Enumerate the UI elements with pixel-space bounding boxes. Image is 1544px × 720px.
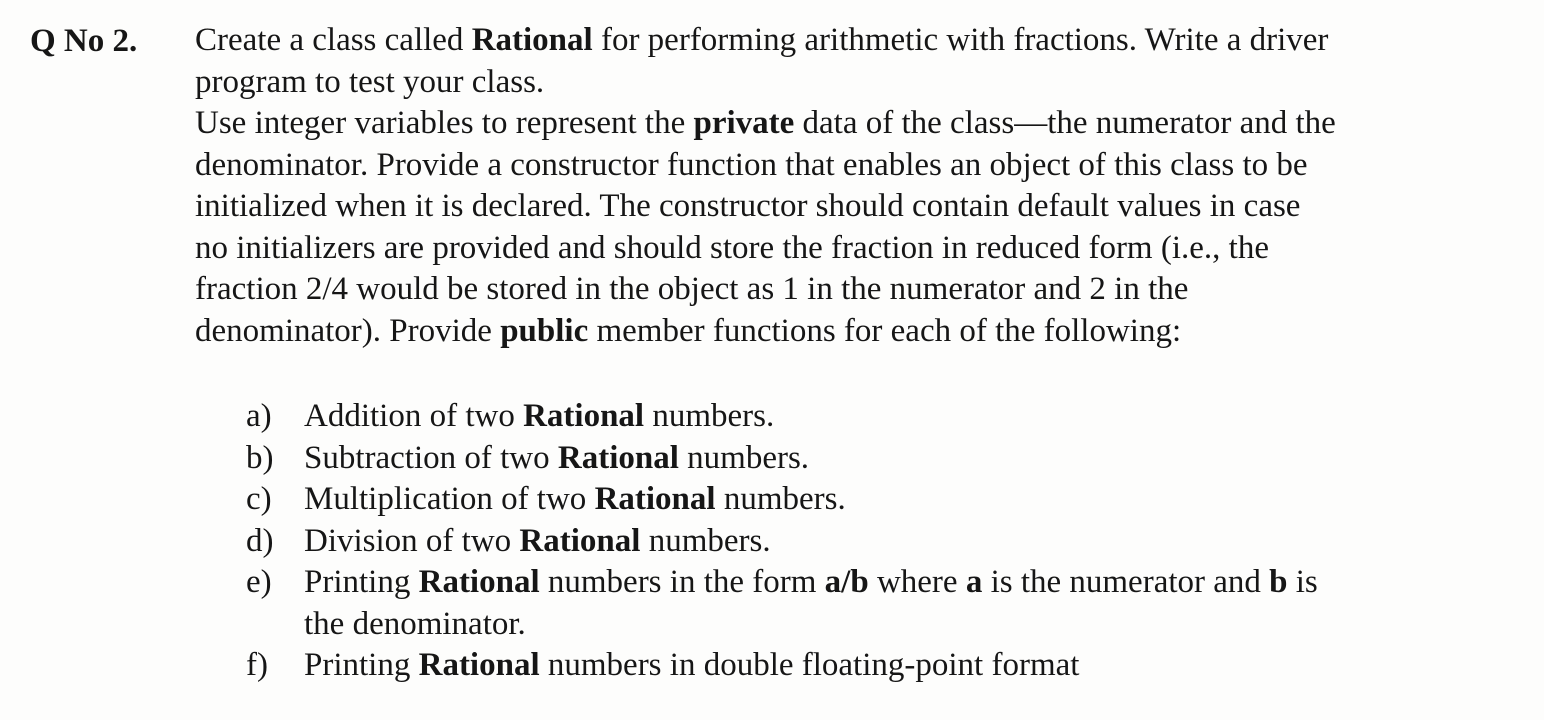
text-run: where [868, 564, 966, 600]
text-run: fraction 2/4 would be stored in the object as 1 in the numerator and 2 in the [195, 271, 1189, 307]
text-run: Printing [304, 647, 419, 683]
bold-text-run: a/b [824, 564, 869, 600]
bold-text-run: Rational [471, 22, 593, 58]
bold-text-run: Rational [523, 398, 645, 434]
bold-text-run: Rational [418, 647, 540, 683]
list-item-line [304, 438, 1506, 480]
list-item-text [304, 479, 1506, 521]
bold-text-run: private [693, 105, 795, 141]
list-item [246, 396, 1506, 438]
list-item-line [304, 396, 1506, 438]
list-item-marker: d) [246, 522, 274, 559]
text-run: Use integer variables to represent the [195, 105, 694, 141]
bold-text-run: b [1269, 564, 1288, 600]
text-run: numbers in the form [539, 564, 825, 600]
list-item-text [304, 521, 1506, 563]
question-body [195, 20, 1515, 352]
question-label: Q No 2. [30, 23, 138, 59]
paragraph-line [195, 186, 1515, 228]
paragraph-line [195, 103, 1515, 145]
text-run: data of the class—the numerator and the [794, 105, 1336, 141]
list-item [246, 645, 1506, 687]
paragraph-line [195, 145, 1515, 187]
text-run: Addition of two [304, 398, 524, 434]
paragraph-line [195, 62, 1515, 104]
text-run: is [1287, 564, 1318, 600]
text-run: numbers. [644, 398, 775, 434]
text-run: initialized when it is declared. The constructor should contain default values in case [195, 188, 1301, 224]
list-item-text [304, 396, 1506, 438]
paragraph-line [195, 311, 1515, 353]
list-item-line [304, 604, 1506, 646]
text-run: is the numerator and [982, 564, 1270, 600]
list-item-marker: a) [246, 398, 272, 434]
bold-text-run: Rational [557, 439, 679, 476]
list-item-marker: b) [246, 439, 274, 476]
text-run: numbers. [678, 439, 810, 476]
list-item-marker: c) [246, 481, 272, 517]
text-run: program to test your class. [195, 63, 545, 100]
list-item-line [304, 645, 1506, 687]
text-run: the denominator. [304, 605, 526, 642]
list-item [246, 562, 1506, 645]
text-run: numbers. [715, 481, 846, 517]
list-item-line [304, 521, 1506, 563]
list-item-line [304, 479, 1506, 521]
text-run: denominator. Provide a constructor function that enables an object of this class to be [195, 146, 1308, 183]
bold-text-run: public [500, 312, 589, 349]
text-run: numbers. [640, 522, 771, 559]
list-item-marker: e) [246, 564, 272, 600]
bold-text-run: a [965, 564, 983, 600]
list-item-text [304, 562, 1506, 645]
list-item-text [304, 438, 1506, 480]
list-item [246, 438, 1506, 480]
paragraph-line [195, 20, 1515, 62]
text-run: Subtraction of two [304, 439, 558, 476]
text-run: Multiplication of two [304, 481, 595, 517]
list-item [246, 521, 1506, 563]
text-run: denominator). Provide [195, 312, 501, 349]
list-item [246, 479, 1506, 521]
text-run: member functions for each of the following: [588, 312, 1182, 349]
list-item-line [304, 562, 1506, 604]
text-run: Printing [304, 564, 419, 600]
text-run: no initializers are provided and should store the fraction in reduced form (i.e., the [195, 229, 1269, 266]
text-run: numbers in double floating-point format [539, 647, 1080, 683]
bold-text-run: Rational [519, 522, 641, 559]
text-run: for performing arithmetic with fractions. Write a driver [592, 22, 1329, 58]
text-run: Create a class called [195, 22, 472, 58]
bold-text-run: Rational [594, 481, 716, 517]
list-item-marker: f) [246, 647, 268, 683]
requirements-list [246, 396, 1506, 687]
bold-text-run: Rational [418, 564, 540, 600]
paragraph-line [195, 228, 1515, 270]
text-run: Division of two [304, 522, 520, 559]
list-item-text [304, 645, 1506, 687]
paragraph-line [195, 269, 1515, 311]
